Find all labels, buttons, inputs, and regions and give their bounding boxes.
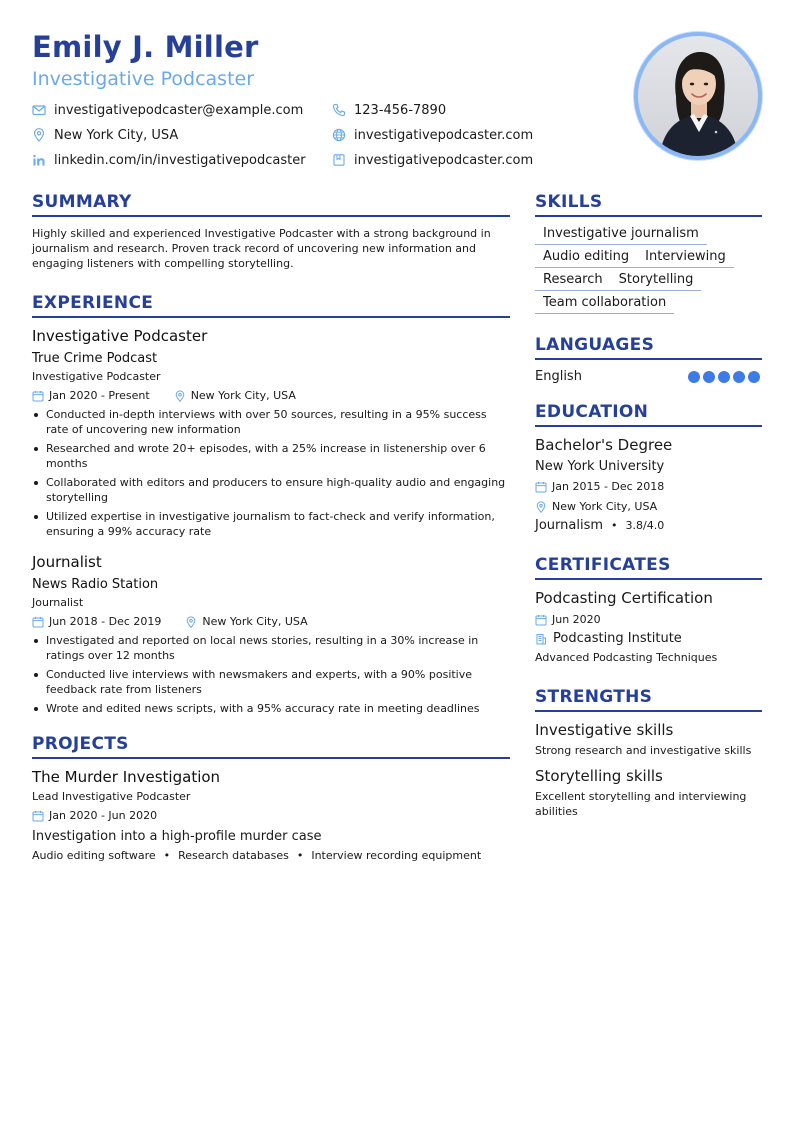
certificate-date: Jun 2020 — [552, 613, 601, 626]
project-dates: Jan 2020 - Jun 2020 — [49, 809, 158, 822]
strength-description: Strong research and investigative skills — [535, 744, 752, 757]
job-company: News Radio Station — [32, 577, 159, 592]
bookmark-page-icon — [332, 153, 346, 167]
contact-location-text: New York City, USA — [54, 127, 179, 143]
left-column — [32, 192, 510, 862]
project-tool: Research databases — [178, 849, 289, 862]
education-field-row — [535, 518, 762, 533]
job-bullet: Investigated and reported on local news stories, resulting in a 30% increase in ratings over 12 months — [32, 633, 510, 663]
language-level-dot — [703, 371, 715, 383]
skill-tag: Research — [535, 271, 611, 291]
language-name: English — [535, 369, 582, 384]
job-bullet: Wrote and edited news scripts, with a 95% accuracy rate in meeting deadlines — [32, 701, 510, 716]
contact-portfolio-text: investigativepodcaster.com — [354, 152, 534, 168]
location-pin-icon — [174, 390, 186, 402]
skill-tag: Audio editing — [535, 248, 637, 268]
certificate-description: Advanced Podcasting Techniques — [535, 651, 718, 664]
skill-tag: Storytelling — [611, 271, 702, 291]
contact-linkedin-text: linkedin.com/in/investigativepodcaster — [54, 152, 306, 168]
job-location: New York City, USA — [202, 615, 308, 628]
profile-photo — [634, 32, 762, 160]
job-role: Journalist — [32, 596, 84, 609]
education-degree: Bachelor's Degree — [535, 436, 673, 454]
job-title: Investigative Podcaster — [32, 327, 208, 345]
project-tools — [32, 849, 510, 862]
summary-heading: SUMMARY — [32, 192, 510, 217]
job-meta — [32, 614, 510, 629]
project-role: Lead Investigative Podcaster — [32, 790, 191, 803]
certificate-title: Podcasting Certification — [535, 589, 713, 607]
separator-dot: • — [611, 519, 618, 532]
location-pin-icon — [32, 128, 46, 142]
calendar-icon — [32, 616, 44, 628]
calendar-icon — [535, 481, 547, 493]
job-title: Journalist — [32, 553, 102, 571]
skills-heading: SKILLS — [535, 192, 762, 217]
separator-dot: • — [296, 849, 304, 862]
email-icon — [32, 103, 46, 117]
job-location: New York City, USA — [190, 389, 296, 402]
calendar-icon — [32, 810, 44, 822]
education-gpa: 3.8/4.0 — [625, 519, 665, 532]
project-tool: Interview recording equipment — [311, 849, 482, 862]
certificate-entry — [535, 589, 762, 665]
profile-portrait-image — [638, 36, 758, 156]
project-description: Investigation into a high-profile murder case — [32, 829, 322, 844]
skill-tag: Team collaboration — [535, 294, 674, 314]
building-icon — [535, 633, 547, 645]
phone-icon — [332, 103, 346, 117]
education-school: New York University — [535, 459, 665, 474]
candidate-title: Investigative Podcaster — [32, 68, 255, 90]
experience-entry — [32, 327, 510, 539]
job-bullet: Researched and wrote 20+ episodes, with a 25% increase in listenership over 6 months — [32, 441, 510, 471]
education-heading: EDUCATION — [535, 402, 762, 427]
language-level-dots — [687, 371, 762, 383]
strength-description: Excellent storytelling and interviewing abilities — [535, 790, 747, 818]
right-column — [535, 192, 762, 819]
certificate-date-row — [535, 612, 762, 627]
location-pin-icon — [185, 616, 197, 628]
job-meta — [32, 388, 510, 403]
project-meta — [32, 808, 510, 823]
language-level-dot — [718, 371, 730, 383]
job-bullet: Collaborated with editors and producers to ensure high-quality audio and engaging storytelling — [32, 475, 510, 505]
contact-phone[interactable] — [332, 100, 446, 120]
skill-tag: Investigative journalism — [535, 225, 707, 245]
contact-email-text: investigativepodcaster@example.com — [54, 102, 304, 118]
linkedin-icon — [32, 153, 46, 167]
strength-title: Storytelling skills — [535, 767, 663, 785]
education-field: Journalism — [535, 518, 604, 533]
candidate-name: Emily J. Miller — [32, 30, 259, 64]
certificate-issuer-row — [535, 631, 762, 646]
calendar-icon — [535, 614, 547, 626]
job-role: Investigative Podcaster — [32, 370, 161, 383]
skill-tag: Interviewing — [637, 248, 734, 268]
job-bullet: Conducted in-depth interviews with over 50 sources, resulting in a 95% success rate of uncovering new information — [32, 407, 510, 437]
summary-text: Highly skilled and experienced Investigative Podcaster with a strong background in journalism and research. Proven track record of uncovering new information and engaging listeners with compelling storytelling. — [32, 227, 491, 270]
certificate-issuer: Podcasting Institute — [553, 631, 682, 646]
experience-entry — [32, 553, 510, 716]
job-bullets — [32, 633, 510, 716]
project-title: The Murder Investigation — [32, 768, 221, 786]
location-pin-icon — [535, 501, 547, 513]
contact-linkedin[interactable] — [32, 150, 306, 170]
education-location-row — [535, 499, 762, 514]
contact-website-text: investigativepodcaster.com — [354, 127, 534, 143]
contact-website[interactable] — [332, 125, 533, 145]
strength-entry — [535, 721, 762, 758]
skills-list — [535, 225, 762, 317]
projects-heading: PROJECTS — [32, 734, 510, 759]
contact-email[interactable] — [32, 100, 303, 120]
project-tool: Audio editing software — [32, 849, 156, 862]
job-bullet: Utilized expertise in investigative journalism to fact-check and verify information, ensuring a 99% accuracy rate — [32, 509, 510, 539]
job-bullets — [32, 407, 510, 539]
strength-title: Investigative skills — [535, 721, 674, 739]
separator-dot: • — [163, 849, 171, 862]
education-dates-row — [535, 479, 762, 494]
experience-heading: EXPERIENCE — [32, 293, 510, 318]
job-company: True Crime Podcast — [32, 351, 158, 366]
job-bullet: Conducted live interviews with newsmakers and experts, with a 90% positive feedback rate from listeners — [32, 667, 510, 697]
strength-entry — [535, 767, 762, 819]
project-entry — [32, 768, 510, 862]
contact-phone-text: 123-456-7890 — [354, 102, 447, 118]
languages-heading: LANGUAGES — [535, 335, 762, 360]
globe-icon — [332, 128, 346, 142]
strengths-heading: STRENGTHS — [535, 687, 762, 712]
language-level-dot — [688, 371, 700, 383]
language-level-dot — [748, 371, 760, 383]
contact-portfolio[interactable] — [332, 150, 533, 170]
job-dates: Jun 2018 - Dec 2019 — [49, 615, 162, 628]
language-row — [535, 369, 762, 384]
job-dates: Jan 2020 - Present — [49, 389, 150, 402]
certificates-heading: CERTIFICATES — [535, 555, 762, 580]
contact-location — [32, 125, 178, 145]
language-level-dot — [733, 371, 745, 383]
education-entry — [535, 436, 762, 533]
calendar-icon — [32, 390, 44, 402]
education-dates: Jan 2015 - Dec 2018 — [552, 480, 665, 493]
education-location: New York City, USA — [552, 500, 658, 513]
